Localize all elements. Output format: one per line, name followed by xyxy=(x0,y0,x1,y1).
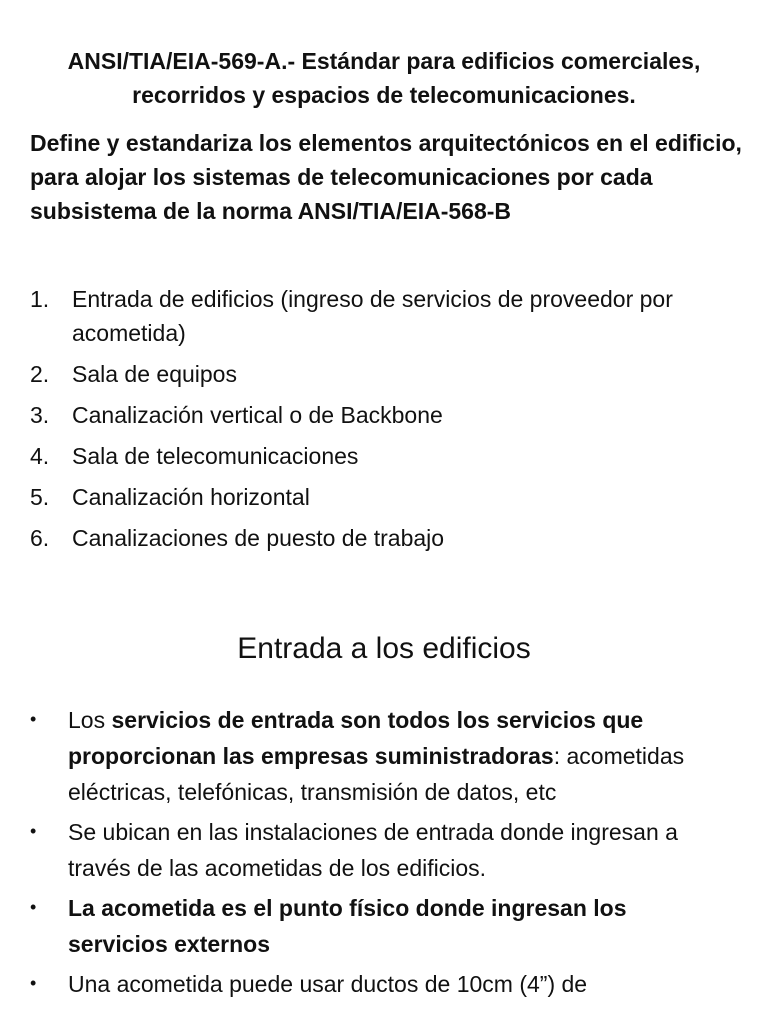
bullet-text: Una acometida puede usar ductos de 10cm (4”) de xyxy=(68,971,588,997)
list-text: Canalización horizontal xyxy=(72,484,310,510)
bullet-icon: • xyxy=(30,973,37,993)
bullet-item xyxy=(30,890,730,962)
bullet-icon: • xyxy=(30,897,37,917)
bullet-text-bold: servicios de entrada son todos los servicios que proporcionan las empresas suministradoras xyxy=(68,707,644,769)
list-item xyxy=(30,398,750,432)
bullet-text: La acometida es el punto físico donde ingresan los servicios externos xyxy=(68,895,627,957)
list-text: Sala de telecomunicaciones xyxy=(72,443,359,469)
list-number: 3. xyxy=(30,402,50,428)
title-line-1: ANSI/TIA/EIA-569-A.- Estándar para edificios comerciales, xyxy=(67,48,701,74)
section-title: Entrada a los edificios xyxy=(237,632,531,665)
bullet-icon: • xyxy=(30,709,37,729)
bullet-list xyxy=(30,702,730,1006)
bullet-item xyxy=(30,702,730,810)
slide-title xyxy=(30,44,738,112)
bullet-item xyxy=(30,966,730,1002)
list-number: 5. xyxy=(30,484,50,510)
list-number: 2. xyxy=(30,361,50,387)
list-number: 6. xyxy=(30,525,50,551)
intro-paragraph: Define y estandariza los elementos arquitectónicos en el edificio, para alojar los sistemas de telecomunicaciones por cada subsistema de la norma ANSI/TIA/EIA-568-B xyxy=(30,130,742,224)
bullet-text-post: : acometidas eléctricas, telefónicas, transmisión de datos, etc xyxy=(68,743,685,805)
title-line-2: recorridos y espacios de telecomunicaciones. xyxy=(132,82,636,108)
list-text: Sala de equipos xyxy=(72,361,237,387)
bullet-item xyxy=(30,814,730,886)
bullet-icon: • xyxy=(30,821,37,841)
list-item xyxy=(30,480,750,514)
list-item xyxy=(30,521,750,555)
list-text: Canalización vertical o de Backbone xyxy=(72,402,443,428)
list-number: 4. xyxy=(30,443,50,469)
list-item xyxy=(30,357,750,391)
list-item xyxy=(30,282,750,350)
list-text: Canalizaciones de puesto de trabajo xyxy=(72,525,445,551)
list-number: 1. xyxy=(30,286,50,312)
list-text: Entrada de edificios (ingreso de servicios de proveedor por acometida) xyxy=(72,286,673,346)
subsystem-list xyxy=(30,282,750,562)
bullet-text-pre: Los xyxy=(68,707,112,733)
bullet-text xyxy=(68,702,730,810)
list-item xyxy=(30,439,750,473)
bullet-text: Se ubican en las instalaciones de entrada donde ingresan a través de las acometidas de los edificios. xyxy=(68,819,678,881)
